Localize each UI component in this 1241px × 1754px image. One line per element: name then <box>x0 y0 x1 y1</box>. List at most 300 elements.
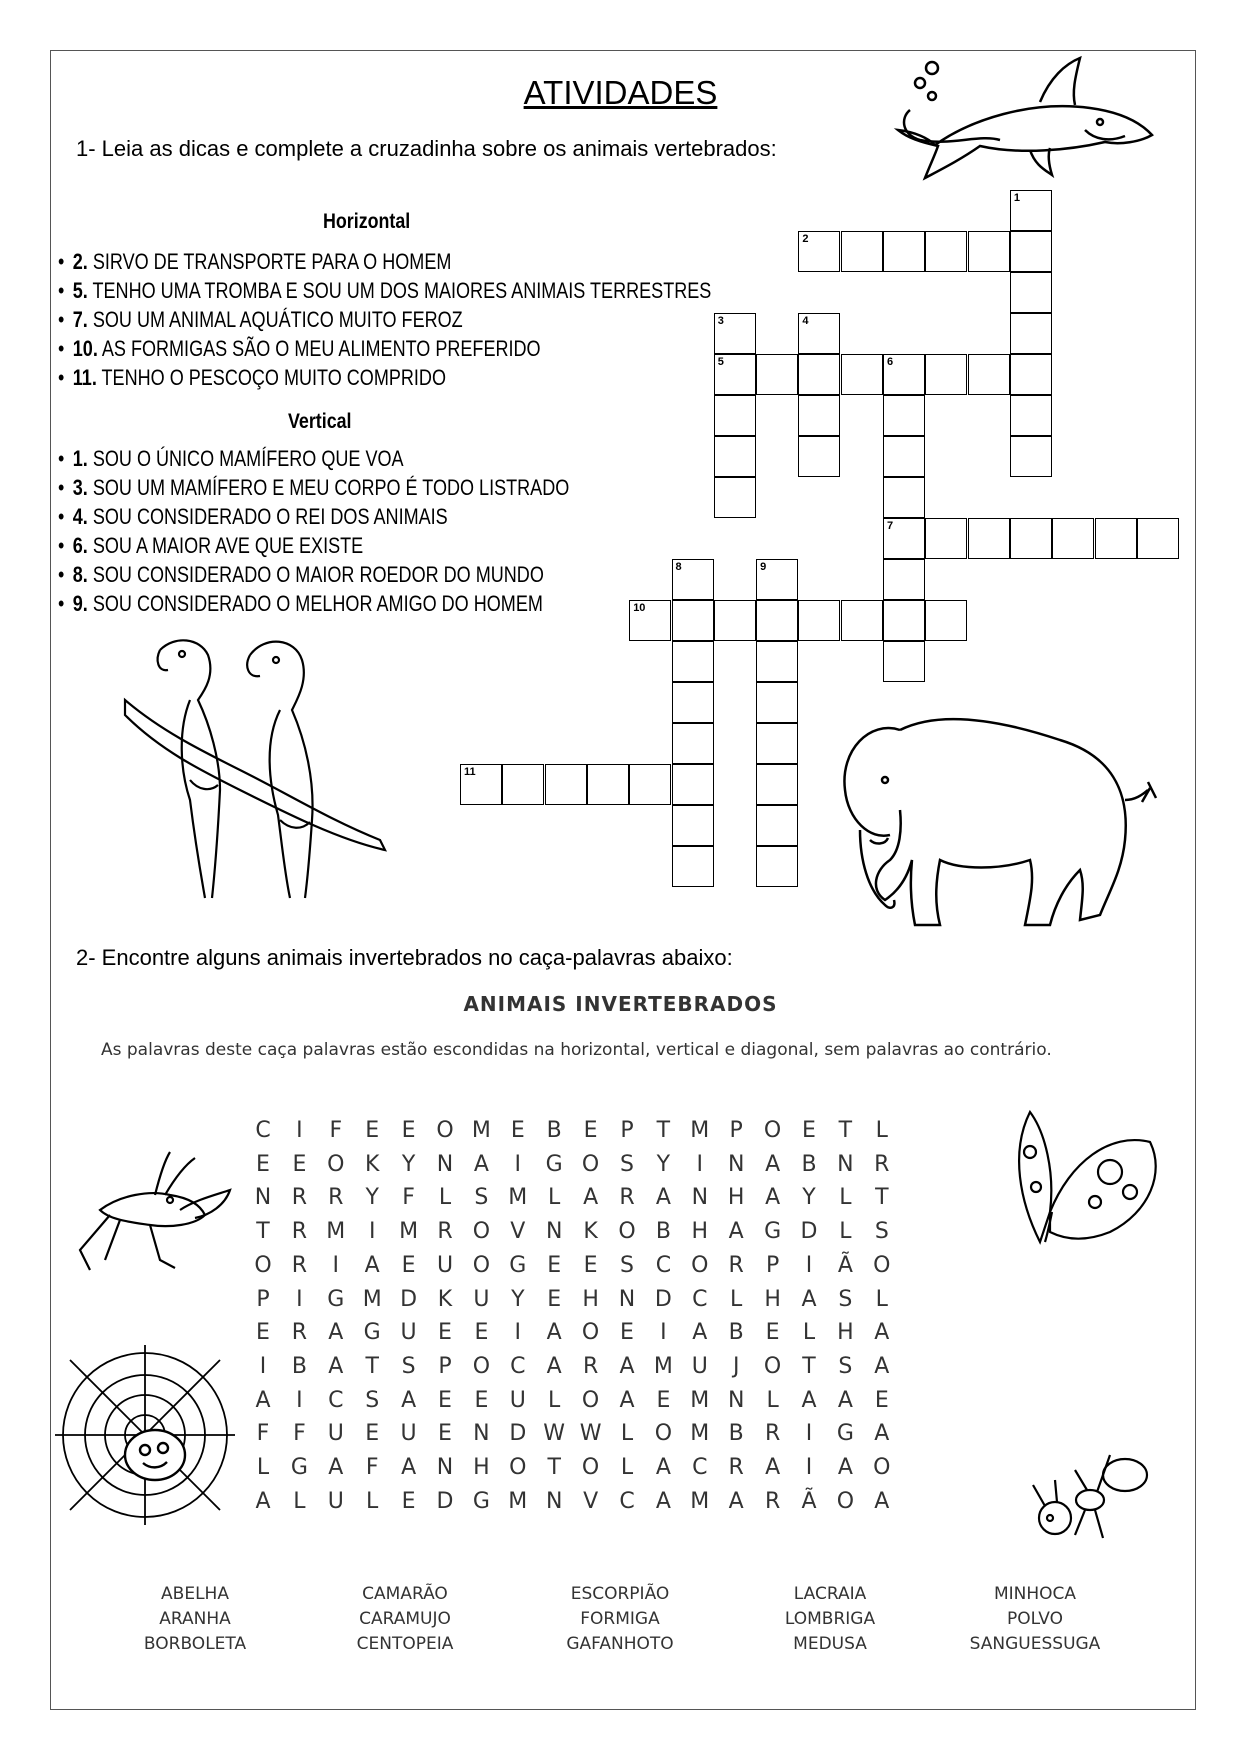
wordsearch-letter[interactable]: O <box>254 1252 272 1278</box>
crossword-cell[interactable] <box>672 846 714 887</box>
wordsearch-letter[interactable]: O <box>654 1421 673 1447</box>
wordsearch-letter[interactable]: R <box>291 1252 308 1278</box>
wordsearch-letter[interactable]: L <box>839 1219 852 1245</box>
crossword-cell[interactable] <box>883 600 925 641</box>
wordsearch-letter[interactable]: A <box>765 1151 781 1177</box>
wordsearch-letter[interactable]: O <box>327 1151 345 1177</box>
wordsearch-letter[interactable]: I <box>696 1151 704 1177</box>
wordsearch-letter[interactable]: R <box>291 1185 308 1211</box>
wordsearch-letter[interactable]: E <box>583 1118 598 1143</box>
crossword-number: 5 <box>717 356 724 368</box>
crossword-cell[interactable] <box>1095 518 1137 559</box>
wordsearch-letter[interactable]: K <box>583 1219 598 1245</box>
wordsearch-letter[interactable]: H <box>582 1286 599 1312</box>
wordsearch-letter[interactable]: N <box>545 1488 563 1514</box>
wordsearch-letter[interactable]: I <box>296 1387 303 1413</box>
wordsearch-letter[interactable]: D <box>654 1286 672 1312</box>
wordsearch-letter[interactable]: A <box>328 1455 344 1480</box>
wordsearch-letter[interactable]: H <box>473 1455 490 1480</box>
wordsearch-letter[interactable]: E <box>292 1151 307 1177</box>
wordsearch-letter[interactable]: R <box>874 1151 890 1177</box>
wordsearch-letter[interactable]: B <box>546 1118 562 1143</box>
wordsearch-letter[interactable]: I <box>332 1252 340 1278</box>
parrots-illustration <box>120 630 400 900</box>
crossword-cell[interactable] <box>1010 436 1052 477</box>
wordsearch-letter[interactable]: O <box>472 1353 491 1379</box>
crossword-cell[interactable] <box>672 559 714 600</box>
wordsearch-letter[interactable]: G <box>836 1421 854 1447</box>
wordsearch-letter[interactable]: I <box>259 1353 267 1379</box>
wordsearch-letter[interactable]: E <box>438 1320 452 1346</box>
wordsearch-letter[interactable]: B <box>655 1219 671 1245</box>
wordsearch-letter[interactable]: Y <box>802 1185 816 1211</box>
wordsearch-letter[interactable]: O <box>873 1455 891 1480</box>
crossword-cell[interactable] <box>798 600 840 641</box>
wordsearch-letter[interactable]: N <box>618 1286 636 1312</box>
crossword-cell[interactable] <box>756 354 798 395</box>
wordsearch-letter[interactable]: O <box>436 1118 454 1143</box>
wordsearch-letter[interactable]: E <box>802 1118 816 1143</box>
wordsearch-letter[interactable]: G <box>290 1455 308 1480</box>
wordsearch-letter[interactable]: K <box>437 1286 453 1312</box>
wordsearch-letter[interactable]: O <box>581 1455 600 1480</box>
wordsearch-letter[interactable]: J <box>732 1353 740 1379</box>
crossword-cell[interactable] <box>714 477 756 518</box>
crossword-cell[interactable] <box>756 723 798 764</box>
crossword-cell[interactable] <box>1010 190 1052 231</box>
crossword-cell[interactable] <box>756 682 798 723</box>
crossword-cell[interactable] <box>798 436 840 477</box>
crossword-cell[interactable] <box>968 354 1010 395</box>
wordsearch-letter[interactable]: P <box>256 1286 270 1312</box>
crossword-cell[interactable] <box>798 313 840 354</box>
clue-v9: • 9. SOU CONSIDERADO O MELHOR AMIGO DO HOMEM <box>58 591 543 616</box>
crossword-cell[interactable] <box>925 354 967 395</box>
wordsearch-letter[interactable]: Y <box>401 1151 416 1177</box>
wordsearch-letter[interactable]: F <box>402 1185 415 1211</box>
crossword-cell[interactable] <box>883 395 925 436</box>
wordsearch-letter[interactable]: R <box>728 1455 744 1480</box>
wordsearch-letter[interactable]: A <box>619 1353 635 1379</box>
wordsearch-letter[interactable]: A <box>655 1455 671 1480</box>
wordsearch-letter[interactable]: E <box>547 1252 562 1278</box>
wordsearch-letter[interactable]: O <box>763 1118 782 1143</box>
crossword-cell[interactable] <box>925 518 967 559</box>
wordsearch-letter[interactable]: P <box>438 1353 452 1379</box>
wordsearch-letter[interactable]: F <box>256 1421 270 1447</box>
wordsearch-letter[interactable]: A <box>328 1320 344 1346</box>
wordsearch-letter[interactable]: A <box>546 1353 562 1379</box>
clue-h11: • 11. TENHO O PESCOÇO MUITO COMPRIDO <box>58 365 446 390</box>
wordsearch-letter[interactable]: E <box>365 1421 380 1447</box>
wordlist-col-5 <box>935 1582 1135 1657</box>
crossword-cell[interactable] <box>756 805 798 846</box>
wordlist-col-4 <box>730 1582 930 1657</box>
wordsearch-letter[interactable]: N <box>254 1185 272 1211</box>
word: POLVO <box>1007 1609 1063 1629</box>
wordsearch-letter[interactable]: G <box>327 1286 345 1312</box>
wordsearch-letter[interactable]: M <box>690 1387 710 1413</box>
wordsearch-letter[interactable]: A <box>255 1387 271 1413</box>
wordsearch-letter[interactable]: I <box>805 1421 813 1447</box>
crossword-cell[interactable] <box>714 395 756 436</box>
crossword-cell[interactable] <box>672 723 714 764</box>
crossword-cell[interactable] <box>1010 313 1052 354</box>
wordsearch-letter[interactable]: I <box>514 1320 522 1346</box>
wordsearch-letter[interactable]: L <box>802 1320 816 1346</box>
wordsearch-letter[interactable]: E <box>583 1252 598 1278</box>
wordsearch-letter[interactable]: A <box>401 1387 417 1413</box>
wordsearch-letter[interactable]: M <box>690 1421 710 1447</box>
wordsearch-letter[interactable]: G <box>764 1219 782 1245</box>
crossword-cell[interactable] <box>629 764 671 805</box>
crossword-cell[interactable] <box>1010 395 1052 436</box>
wordsearch-letter[interactable]: G <box>545 1151 563 1177</box>
word: FORMIGA <box>580 1609 660 1629</box>
crossword-cell[interactable] <box>925 600 967 641</box>
crossword-cell[interactable] <box>841 354 883 395</box>
wordsearch-letter[interactable]: A <box>655 1488 671 1514</box>
wordsearch-letter[interactable]: N <box>727 1387 745 1413</box>
wordsearch-letter[interactable]: H <box>727 1185 745 1211</box>
wordsearch-letter[interactable]: A <box>473 1151 489 1177</box>
crossword-cell[interactable] <box>1052 518 1094 559</box>
wordsearch-letter[interactable]: A <box>655 1185 671 1211</box>
wordsearch-letter[interactable]: U <box>436 1252 454 1278</box>
wordsearch-letter[interactable]: R <box>764 1421 781 1447</box>
wordsearch-letter[interactable]: E <box>765 1320 780 1346</box>
wordsearch-letter[interactable]: I <box>805 1252 813 1278</box>
wordsearch-letter[interactable]: T <box>365 1353 379 1379</box>
wordsearch-letter[interactable]: A <box>837 1387 853 1413</box>
wordsearch-letter[interactable]: L <box>293 1488 306 1514</box>
wordsearch-letter[interactable]: B <box>801 1151 817 1177</box>
wordsearch-letter[interactable]: M <box>471 1118 491 1143</box>
wordsearch-letter[interactable]: L <box>766 1387 779 1413</box>
crossword-cell[interactable] <box>968 231 1010 272</box>
wordsearch-letter[interactable]: O <box>581 1320 600 1346</box>
wordsearch-letter[interactable]: E <box>438 1421 452 1447</box>
crossword-cell[interactable] <box>629 600 671 641</box>
wordsearch-letter[interactable]: T <box>875 1185 889 1211</box>
wordsearch-letter[interactable]: A <box>619 1387 635 1413</box>
elephant-illustration <box>830 710 1160 950</box>
wordsearch-letter[interactable]: O <box>618 1219 636 1245</box>
crossword-cell[interactable] <box>883 641 925 682</box>
wordsearch-letter[interactable]: F <box>365 1455 379 1480</box>
wordsearch-letter[interactable]: A <box>874 1488 890 1514</box>
wordsearch-letter[interactable]: E <box>438 1387 452 1413</box>
wordsearch-letter[interactable]: N <box>691 1185 709 1211</box>
wordsearch-letter[interactable]: N <box>837 1151 854 1177</box>
wordsearch-letter[interactable]: T <box>802 1353 816 1379</box>
wordsearch-letter[interactable]: A <box>874 1353 890 1379</box>
wordsearch-letter[interactable]: W <box>543 1421 566 1447</box>
wordsearch-letter[interactable]: I <box>805 1455 813 1480</box>
wordsearch-letter[interactable]: V <box>583 1488 599 1514</box>
ant-illustration <box>1025 1440 1165 1550</box>
wordsearch-letter[interactable]: M <box>508 1185 528 1211</box>
wordsearch-letter[interactable]: E <box>474 1320 489 1346</box>
wordsearch-letter[interactable]: Ã <box>801 1488 817 1514</box>
wordsearch-letter[interactable]: M <box>690 1488 710 1514</box>
wordsearch-letter[interactable]: L <box>256 1455 270 1480</box>
wordsearch-letter[interactable]: H <box>691 1219 709 1245</box>
wordsearch-letter[interactable]: R <box>291 1219 308 1245</box>
crossword-cell[interactable] <box>460 764 502 805</box>
crossword-cell[interactable] <box>883 436 925 477</box>
wordsearch-letter[interactable]: W <box>579 1421 602 1447</box>
wordsearch-letter[interactable]: O <box>509 1455 527 1480</box>
wordsearch-letter[interactable]: E <box>401 1252 416 1278</box>
wordsearch-letter[interactable]: Y <box>656 1151 671 1177</box>
wordsearch-letter[interactable]: A <box>692 1320 708 1346</box>
wordsearch-letter[interactable]: T <box>838 1118 853 1143</box>
crossword-cell[interactable] <box>714 436 756 477</box>
wordsearch-letter[interactable]: I <box>514 1151 522 1177</box>
wordsearch-letter[interactable]: M <box>653 1353 673 1379</box>
wordsearch-letter[interactable]: U <box>327 1421 344 1447</box>
wordsearch-letter[interactable]: B <box>728 1320 744 1346</box>
word: LOMBRIGA <box>784 1609 876 1629</box>
crossword-cell[interactable] <box>756 641 798 682</box>
wordsearch-letter[interactable]: M <box>326 1219 346 1245</box>
crossword-cell[interactable] <box>714 313 756 354</box>
crossword-cell[interactable] <box>714 600 756 641</box>
wordsearch-letter[interactable]: I <box>296 1118 303 1143</box>
crossword-cell[interactable] <box>798 395 840 436</box>
wordsearch-letter[interactable]: Y <box>365 1185 379 1211</box>
crossword-cell[interactable] <box>672 641 714 682</box>
wordsearch-letter[interactable]: N <box>473 1421 490 1447</box>
wordsearch-letter[interactable]: U <box>691 1353 708 1379</box>
wordsearch-letter[interactable]: A <box>801 1387 817 1413</box>
wordsearch-letter[interactable]: O <box>836 1488 855 1514</box>
wordsearch-letter[interactable]: A <box>583 1185 599 1211</box>
wordsearch-letter[interactable]: L <box>548 1387 561 1413</box>
crossword-cell[interactable] <box>672 805 714 846</box>
wordsearch-letter[interactable]: R <box>328 1185 344 1211</box>
wordsearch-letter[interactable]: A <box>546 1320 562 1346</box>
wordsearch-letter[interactable]: I <box>660 1320 667 1346</box>
wordsearch-letter[interactable]: O <box>581 1151 600 1177</box>
wordsearch-letter[interactable]: D <box>800 1219 818 1245</box>
wordsearch-letter[interactable]: T <box>547 1455 561 1480</box>
wordsearch-letter[interactable]: B <box>728 1421 744 1447</box>
wordsearch-letter[interactable]: U <box>400 1421 417 1447</box>
wordsearch-letter[interactable]: L <box>620 1455 634 1480</box>
wordsearch-letter[interactable]: N <box>436 1455 454 1480</box>
wordsearch-letter[interactable]: R <box>582 1353 599 1379</box>
wordsearch-letter[interactable]: G <box>509 1252 527 1278</box>
wordsearch-letter[interactable]: A <box>874 1421 890 1447</box>
wordsearch-letter[interactable]: O <box>472 1252 491 1278</box>
wordsearch-letter[interactable]: A <box>765 1455 781 1480</box>
wordsearch-letter[interactable]: A <box>255 1488 271 1514</box>
word: CAMARÃO <box>362 1584 448 1604</box>
wordsearch-letter[interactable]: L <box>366 1488 379 1514</box>
wordsearch-letter[interactable]: I <box>296 1286 303 1312</box>
wordsearch-letter[interactable]: A <box>801 1286 817 1312</box>
wordsearch-letter[interactable]: E <box>620 1320 634 1346</box>
wordsearch-letter[interactable]: L <box>438 1185 452 1211</box>
crossword-cell[interactable] <box>1137 518 1179 559</box>
wordsearch-letter[interactable]: R <box>291 1320 308 1346</box>
crossword-cell[interactable] <box>1010 518 1052 559</box>
wordsearch-letter[interactable]: A <box>765 1185 781 1211</box>
wordsearch-letter[interactable]: S <box>874 1219 889 1245</box>
wordsearch-letter[interactable]: A <box>728 1219 744 1245</box>
wordsearch-letter[interactable]: Ã <box>837 1252 853 1278</box>
wordsearch-letter[interactable]: C <box>655 1252 672 1278</box>
vertical-heading: Vertical <box>288 410 352 433</box>
wordsearch-letter[interactable]: D <box>509 1421 527 1447</box>
wordsearch-letter[interactable]: S <box>620 1252 634 1278</box>
wordsearch-letter[interactable]: R <box>619 1185 635 1211</box>
wordsearch-letter[interactable]: T <box>256 1219 270 1245</box>
wordsearch-letter[interactable]: A <box>328 1353 344 1379</box>
wordsearch-letter[interactable]: O <box>763 1353 782 1379</box>
wordsearch-letter[interactable]: U <box>509 1387 526 1413</box>
wordsearch-letter[interactable]: F <box>293 1421 306 1447</box>
crossword-cell[interactable] <box>968 518 1010 559</box>
clue-h10: • 10. AS FORMIGAS SÃO O MEU ALIMENTO PREFERIDO <box>58 336 541 361</box>
crossword-cell[interactable] <box>587 764 629 805</box>
wordsearch-letter[interactable]: E <box>474 1387 489 1413</box>
wordsearch-letter[interactable]: C <box>510 1353 526 1379</box>
wordsearch-letter[interactable]: E <box>401 1488 416 1514</box>
clue-v6: • 6. SOU A MAIOR AVE QUE EXISTE <box>58 533 364 558</box>
wordsearch-letter[interactable]: N <box>727 1151 745 1177</box>
wordsearch-letter[interactable]: A <box>728 1488 744 1514</box>
crossword-cell[interactable] <box>756 764 798 805</box>
crossword-cell[interactable] <box>925 231 967 272</box>
wordsearch-letter[interactable]: V <box>510 1219 526 1245</box>
wordsearch-letter[interactable]: S <box>401 1353 416 1379</box>
crossword-cell[interactable] <box>756 846 798 887</box>
crossword-cell[interactable] <box>1010 354 1052 395</box>
wordsearch-letter[interactable]: L <box>875 1118 888 1143</box>
wordsearch-letter[interactable]: H <box>837 1320 854 1346</box>
wordsearch-letter[interactable]: M <box>399 1219 419 1245</box>
wordsearch-letter[interactable]: U <box>400 1320 417 1346</box>
wordsearch-letter[interactable]: K <box>364 1151 380 1177</box>
crossword-cell[interactable] <box>883 559 925 600</box>
wordsearch-letter[interactable]: P <box>765 1252 780 1278</box>
wordsearch-letter[interactable]: C <box>692 1286 708 1312</box>
wordsearch-letter[interactable]: E <box>510 1118 525 1143</box>
wordsearch-letter[interactable]: R <box>437 1219 453 1245</box>
wordsearch-letter[interactable]: E <box>256 1320 270 1346</box>
wordsearch-letter[interactable]: D <box>436 1488 454 1514</box>
crossword-cell[interactable] <box>883 477 925 518</box>
crossword-number: 10 <box>633 602 646 614</box>
crossword-cell[interactable] <box>545 764 587 805</box>
wordsearch-letter[interactable]: G <box>363 1320 381 1346</box>
crossword-number: 7 <box>887 520 894 532</box>
wordsearch-letter[interactable]: E <box>401 1118 416 1143</box>
wordsearch-letter[interactable]: A <box>837 1455 853 1480</box>
wordsearch-letter[interactable]: P <box>620 1118 634 1143</box>
wordsearch-letter[interactable]: N <box>545 1219 563 1245</box>
crossword-cell[interactable] <box>1010 272 1052 313</box>
crossword-cell[interactable] <box>756 559 798 600</box>
wordsearch-letter[interactable]: L <box>620 1421 634 1447</box>
wordsearch-letter[interactable]: L <box>548 1185 561 1211</box>
wordsearch-letter[interactable]: O <box>472 1219 491 1245</box>
crossword-cell[interactable] <box>841 600 883 641</box>
wordsearch-letter[interactable]: E <box>365 1118 380 1143</box>
wordsearch-letter[interactable]: S <box>620 1151 634 1177</box>
wordsearch-letter[interactable]: C <box>328 1387 344 1413</box>
wordsearch-letter[interactable]: M <box>362 1286 382 1312</box>
wordsearch-letter[interactable]: C <box>692 1455 708 1480</box>
wordsearch-letter[interactable]: A <box>874 1320 890 1346</box>
wordsearch-letter[interactable]: O <box>581 1387 600 1413</box>
wordsearch-letter[interactable]: U <box>473 1286 490 1312</box>
wordsearch-letter[interactable]: M <box>690 1118 710 1143</box>
wordsearch-letter[interactable]: H <box>764 1286 781 1312</box>
wordsearch-letter[interactable]: S <box>474 1185 489 1211</box>
wordsearch-letter[interactable]: R <box>728 1252 744 1278</box>
wordsearch-letter[interactable]: S <box>838 1353 853 1379</box>
crossword-cell[interactable] <box>502 764 544 805</box>
wordsearch-letter[interactable]: L <box>730 1286 743 1312</box>
wordsearch-letter[interactable]: R <box>764 1488 781 1514</box>
crossword-cell[interactable] <box>756 600 798 641</box>
wordsearch-letter[interactable]: U <box>327 1488 344 1514</box>
wordsearch-letter[interactable]: N <box>436 1151 454 1177</box>
crossword-cell[interactable] <box>841 231 883 272</box>
wordsearch-letter[interactable]: O <box>691 1252 709 1278</box>
wordsearch-letter[interactable]: A <box>401 1455 417 1480</box>
crossword-cell[interactable] <box>672 600 714 641</box>
wordsearch-letter[interactable]: S <box>365 1387 380 1413</box>
crossword-cell[interactable] <box>672 764 714 805</box>
wordsearch-letter[interactable]: B <box>291 1353 307 1379</box>
wordsearch-letter[interactable]: E <box>874 1387 889 1413</box>
crossword-cell[interactable] <box>1010 231 1052 272</box>
wordsearch-letter[interactable]: O <box>873 1252 891 1278</box>
crossword-cell[interactable] <box>798 231 840 272</box>
wordsearch-letter[interactable]: S <box>838 1286 853 1312</box>
crossword-cell[interactable] <box>798 354 840 395</box>
wordsearch-letter[interactable]: E <box>656 1387 671 1413</box>
wordsearch-letter[interactable]: E <box>547 1286 562 1312</box>
wordsearch-letter[interactable]: F <box>329 1118 343 1143</box>
wordsearch-letter[interactable]: C <box>255 1118 271 1143</box>
crossword-cell[interactable] <box>714 354 756 395</box>
wordsearch-letter[interactable]: M <box>508 1488 528 1514</box>
crossword-number: 8 <box>675 561 682 573</box>
wordsearch-letter[interactable]: A <box>364 1252 380 1278</box>
wordsearch-letter[interactable]: G <box>472 1488 490 1514</box>
crossword-cell[interactable] <box>672 682 714 723</box>
crossword-cell[interactable] <box>883 518 925 559</box>
wordsearch-letter[interactable]: C <box>619 1488 635 1514</box>
wordsearch-letter[interactable]: I <box>368 1219 376 1245</box>
wordsearch-letter[interactable]: E <box>256 1151 270 1177</box>
wordsearch-letter[interactable]: P <box>729 1118 743 1143</box>
wordsearch-letter[interactable]: L <box>839 1185 852 1211</box>
wordsearch-letter[interactable]: T <box>656 1118 671 1143</box>
crossword-cell[interactable] <box>883 354 925 395</box>
wordsearch-letter[interactable]: Y <box>511 1286 525 1312</box>
wordsearch-letter[interactable]: L <box>875 1286 888 1312</box>
wordsearch-letter[interactable]: D <box>400 1286 418 1312</box>
wordlist-col-1 <box>95 1582 295 1657</box>
crossword-cell[interactable] <box>883 231 925 272</box>
